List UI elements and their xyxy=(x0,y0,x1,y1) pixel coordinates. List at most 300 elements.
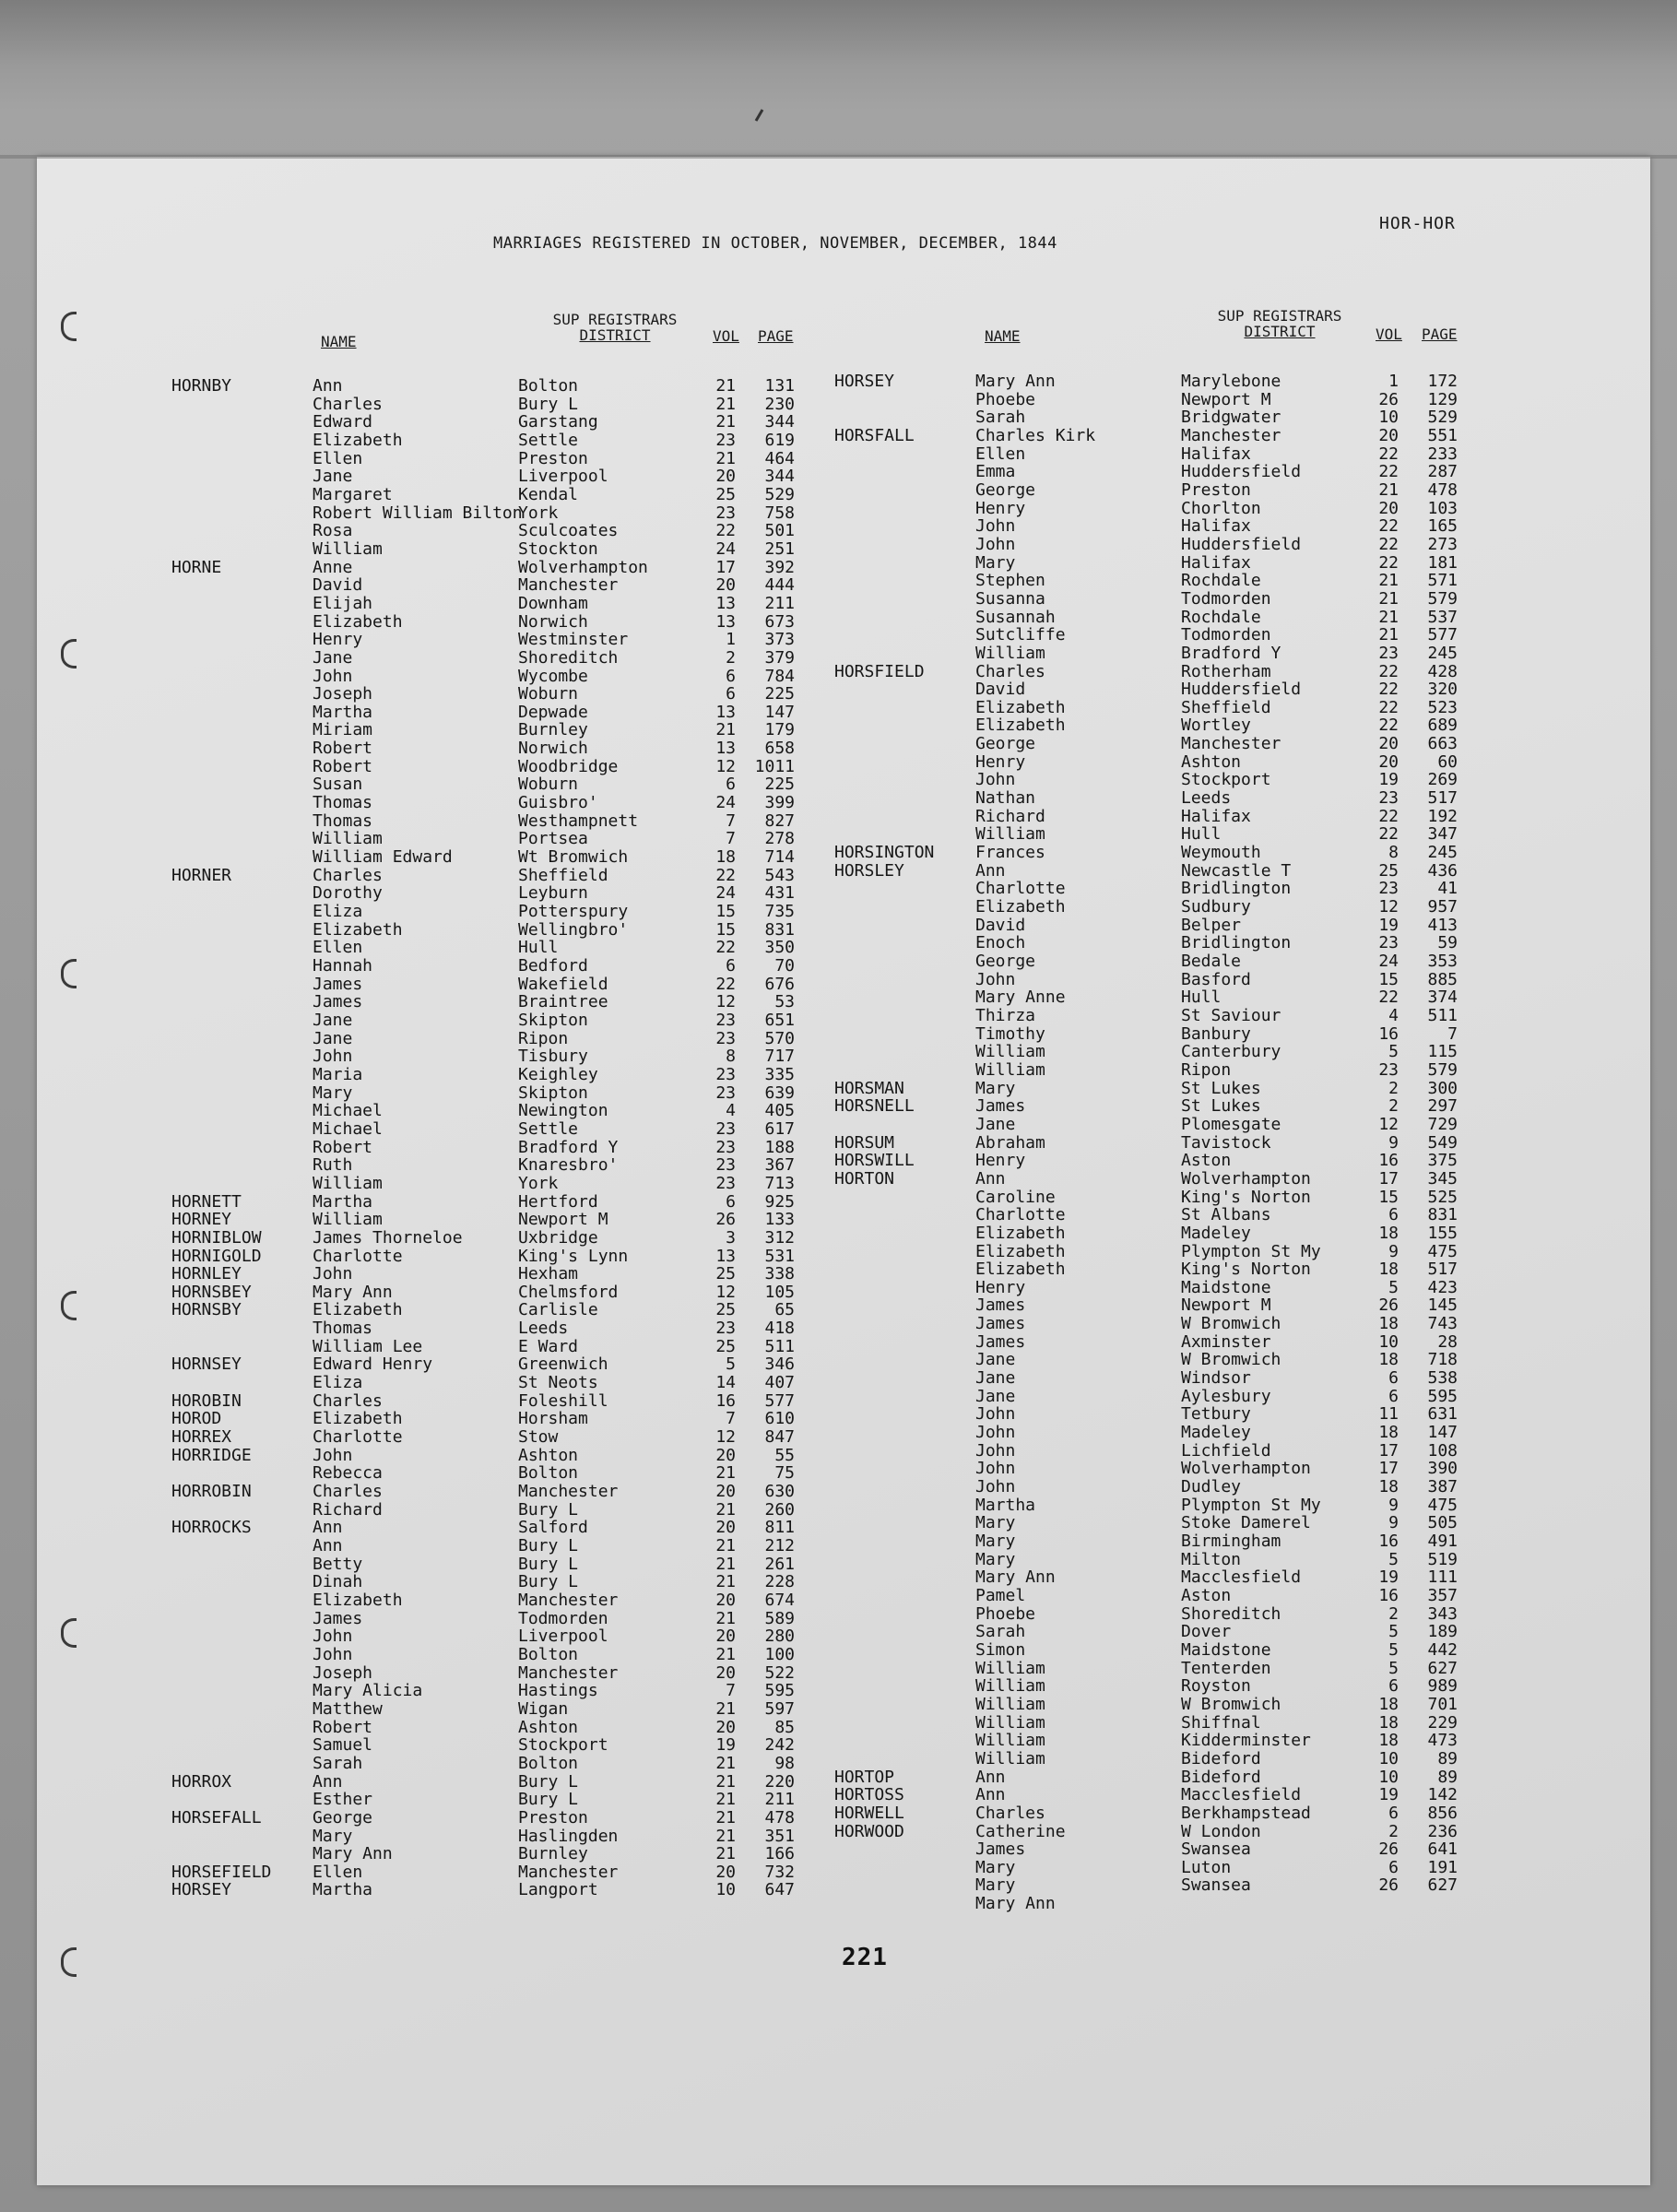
volume: 6 xyxy=(726,956,736,976)
page-ref: 189 xyxy=(1427,1622,1458,1642)
district: Kendal xyxy=(518,484,579,504)
volume: 21 xyxy=(715,1463,736,1484)
volume: 5 xyxy=(1388,1658,1399,1678)
given-name: Susanna xyxy=(975,588,1045,609)
volume: 22 xyxy=(1378,716,1399,736)
volume: 26 xyxy=(715,1210,736,1230)
page-ref: 390 xyxy=(1427,1459,1458,1479)
given-name: Ann xyxy=(975,1767,1006,1787)
district: Woodbridge xyxy=(518,756,619,776)
district: Birmingham xyxy=(1181,1532,1281,1551)
volume: 25 xyxy=(715,1264,736,1284)
district: Hertford xyxy=(518,1191,598,1212)
given-name: George xyxy=(975,734,1036,754)
page-ref: 589 xyxy=(764,1608,795,1628)
page-ref: 729 xyxy=(1427,1114,1458,1134)
page-ref: 350 xyxy=(764,938,795,958)
district: St Lukes xyxy=(1181,1078,1261,1098)
surname: HORTOSS xyxy=(834,1785,904,1805)
page-ref: 373 xyxy=(764,630,795,650)
page-ref: 827 xyxy=(764,810,795,831)
volume: 24 xyxy=(715,538,736,559)
page-ref: 399 xyxy=(764,793,795,813)
district: Swansea xyxy=(1181,1875,1251,1896)
volume: 24 xyxy=(715,793,736,813)
district: Newcastle T xyxy=(1181,860,1292,881)
page-ref: 225 xyxy=(764,684,795,704)
district: Preston xyxy=(1181,479,1251,500)
given-name: William xyxy=(975,1712,1045,1733)
district: Stockton xyxy=(518,538,598,559)
given-name: Ann xyxy=(975,860,1006,881)
district: Rochdale xyxy=(1181,571,1261,591)
header-name-right: NAME xyxy=(985,327,1021,345)
volume: 12 xyxy=(715,1427,736,1448)
given-name: Mary xyxy=(313,1826,353,1846)
district: Stockport xyxy=(518,1735,608,1756)
page-ref: 245 xyxy=(1427,643,1458,663)
surname: HORSWILL xyxy=(834,1151,915,1171)
given-name: Dorothy xyxy=(313,883,383,904)
page-ref: 191 xyxy=(1427,1857,1458,1877)
page-ref: 261 xyxy=(764,1554,795,1574)
district: Hull xyxy=(1181,824,1222,845)
page-ref: 344 xyxy=(764,412,795,432)
district: Bideford xyxy=(1181,1748,1261,1768)
given-name: Charles xyxy=(313,394,383,414)
district: Norwich xyxy=(518,739,588,759)
page-ref: 627 xyxy=(1427,1658,1458,1678)
surname: HORSEFIELD xyxy=(171,1862,272,1882)
given-name: Ann xyxy=(313,376,343,396)
page-ref: 211 xyxy=(764,1790,795,1810)
volume: 21 xyxy=(715,1608,736,1628)
volume: 22 xyxy=(715,865,736,885)
volume: 21 xyxy=(715,1844,736,1864)
given-name: Margaret xyxy=(313,484,393,504)
district: Uxbridge xyxy=(518,1227,598,1248)
page-ref: 475 xyxy=(1427,1495,1458,1515)
given-name: Robert xyxy=(313,1137,373,1157)
page-ref: 269 xyxy=(1427,770,1458,790)
given-name: Charles xyxy=(313,1482,383,1502)
volume: 10 xyxy=(715,1880,736,1900)
district: Foleshill xyxy=(518,1390,608,1411)
district: Lichfield xyxy=(1181,1440,1271,1461)
district: Aston xyxy=(1181,1151,1232,1171)
district: Maidstone xyxy=(1181,1277,1271,1297)
district: Garstang xyxy=(518,412,598,432)
volume: 18 xyxy=(1378,1314,1399,1334)
given-name: Joseph xyxy=(313,684,373,704)
district: Westminster xyxy=(518,630,629,650)
page-ref: 784 xyxy=(764,666,795,686)
given-name: Jane xyxy=(313,467,353,487)
surname: HORSINGTON xyxy=(834,843,935,863)
page-ref: 811 xyxy=(764,1518,795,1538)
volume: 20 xyxy=(715,1717,736,1737)
volume: 23 xyxy=(1378,643,1399,663)
district: Newington xyxy=(518,1101,608,1121)
district: Axminster xyxy=(1181,1331,1271,1352)
given-name: Robert xyxy=(313,739,373,759)
volume: 23 xyxy=(1378,933,1399,953)
given-name: William xyxy=(975,1042,1045,1062)
surname: HORNSBEY xyxy=(171,1282,252,1302)
page-ref: 320 xyxy=(1427,680,1458,700)
given-name: Elizabeth xyxy=(313,919,403,940)
page-ref: 538 xyxy=(1427,1368,1458,1389)
page-ref: 570 xyxy=(764,1028,795,1048)
volume: 18 xyxy=(1378,1694,1399,1714)
district: Windsor xyxy=(1181,1368,1251,1389)
given-name: Emma xyxy=(975,462,1016,482)
page-title: MARRIAGES REGISTERED IN OCTOBER, NOVEMBER, DECEMBER, 1844 xyxy=(493,234,1057,253)
page-ref: 179 xyxy=(764,720,795,740)
page-ref: 523 xyxy=(1427,697,1458,717)
page-ref: 505 xyxy=(1427,1513,1458,1533)
page-ref: 418 xyxy=(764,1319,795,1339)
given-name: Jane xyxy=(975,1386,1016,1406)
district: Skipton xyxy=(518,1082,588,1103)
volume: 23 xyxy=(715,1082,736,1103)
district: Potterspury xyxy=(518,902,629,922)
given-name: Elizabeth xyxy=(313,1409,403,1429)
page-ref: 7 xyxy=(1447,1023,1458,1044)
given-name: James Thorneloe xyxy=(313,1227,463,1248)
district: Shiffnal xyxy=(1181,1712,1261,1733)
given-name: John xyxy=(313,1644,353,1664)
district: Aston xyxy=(1181,1585,1232,1605)
page-ref: 142 xyxy=(1427,1785,1458,1805)
volume: 22 xyxy=(1378,697,1399,717)
district: Bolton xyxy=(518,1463,579,1484)
district: Madeley xyxy=(1181,1223,1251,1243)
volume: 12 xyxy=(715,1282,736,1302)
volume: 18 xyxy=(715,847,736,868)
given-name: Mary Ann xyxy=(313,1282,393,1302)
district: Liverpool xyxy=(518,1626,608,1647)
given-name: David xyxy=(975,680,1026,700)
volume: 17 xyxy=(1378,1440,1399,1461)
binder-hole xyxy=(61,959,77,988)
page-ref: 478 xyxy=(1427,479,1458,500)
volume: 6 xyxy=(726,1191,736,1212)
page-ref: 65 xyxy=(774,1300,795,1320)
volume: 21 xyxy=(1378,479,1399,500)
surname: HOROD xyxy=(171,1409,222,1429)
page-ref: 212 xyxy=(764,1536,795,1555)
given-name: Rebecca xyxy=(313,1463,383,1484)
given-name: Ruth xyxy=(313,1155,353,1176)
district: Bridgwater xyxy=(1181,408,1281,428)
given-name: Miriam xyxy=(313,720,373,740)
given-name: Thomas xyxy=(313,793,373,813)
given-name: Jane xyxy=(975,1114,1016,1134)
given-name: Elizabeth xyxy=(313,1300,403,1320)
page-ref: 925 xyxy=(764,1191,795,1212)
page-ref: 631 xyxy=(1427,1404,1458,1425)
surname: HORWELL xyxy=(834,1803,904,1823)
district: Hexham xyxy=(518,1264,579,1284)
page-ref: 758 xyxy=(764,503,795,523)
given-name: Ellen xyxy=(975,444,1026,464)
page-ref: 273 xyxy=(1427,534,1458,554)
page-ref: 735 xyxy=(764,902,795,922)
volume: 3 xyxy=(726,1227,736,1248)
page-ref: 595 xyxy=(1427,1386,1458,1406)
volume: 18 xyxy=(1378,1423,1399,1443)
volume: 9 xyxy=(1388,1241,1399,1261)
surname: HORNSBY xyxy=(171,1300,242,1320)
district: Sheffield xyxy=(1181,697,1271,717)
district: Bedale xyxy=(1181,952,1242,971)
volume: 14 xyxy=(715,1373,736,1393)
district: Bury L xyxy=(518,1554,579,1574)
page-ref: 511 xyxy=(764,1336,795,1356)
given-name: Esther xyxy=(313,1790,373,1810)
district: Settle xyxy=(518,1118,579,1139)
volume: 11 xyxy=(1378,1404,1399,1425)
district: Halifax xyxy=(1181,516,1251,537)
given-name: Ann xyxy=(313,1536,343,1555)
given-name: Ann xyxy=(313,1518,343,1538)
surname: HORSLEY xyxy=(834,860,904,881)
given-name: Susannah xyxy=(975,607,1056,627)
page-ref: 133 xyxy=(764,1210,795,1230)
page-ref: 60 xyxy=(1437,751,1458,772)
district: Swansea xyxy=(1181,1839,1251,1860)
given-name: Martha xyxy=(313,702,373,722)
surname: HORSEY xyxy=(171,1880,232,1900)
given-name: Joseph xyxy=(313,1662,373,1683)
district: Preston xyxy=(518,448,588,468)
district: Settle xyxy=(518,430,579,450)
volume: 19 xyxy=(1378,915,1399,935)
page-ref: 519 xyxy=(1427,1549,1458,1569)
page-ref: 111 xyxy=(1427,1567,1458,1588)
page-ref: 579 xyxy=(1427,588,1458,609)
surname: HORREX xyxy=(171,1427,232,1448)
volume: 24 xyxy=(1378,952,1399,971)
district: Dudley xyxy=(1181,1477,1242,1497)
given-name: Michael xyxy=(313,1118,383,1139)
volume: 16 xyxy=(715,1390,736,1411)
volume: 22 xyxy=(1378,806,1399,826)
surname: HORSFALL xyxy=(834,425,915,445)
volume: 21 xyxy=(1378,588,1399,609)
given-name: Mary xyxy=(975,1078,1016,1098)
given-name: Catherine xyxy=(975,1821,1066,1841)
header-district-left: SUP REGISTRARS DISTRICT xyxy=(552,311,678,344)
given-name: Hannah xyxy=(313,956,373,976)
district: King's Norton xyxy=(1181,1260,1311,1280)
given-name: Charles xyxy=(313,865,383,885)
given-name: Henry xyxy=(975,751,1026,772)
given-name: Mary xyxy=(313,1082,353,1103)
given-name: Mary Ann xyxy=(975,1567,1056,1588)
volume: 13 xyxy=(715,1246,736,1266)
page-ref: 651 xyxy=(764,1010,795,1030)
district: Newport M xyxy=(1181,1295,1271,1316)
page-ref: 847 xyxy=(764,1427,795,1448)
volume: 23 xyxy=(715,1028,736,1048)
district: Marylebone xyxy=(1181,372,1281,391)
page-ref: 28 xyxy=(1437,1331,1458,1352)
page-ref: 357 xyxy=(1427,1585,1458,1605)
volume: 5 xyxy=(1388,1277,1399,1297)
page-ref: 374 xyxy=(1427,988,1458,1008)
page-ref: 501 xyxy=(764,521,795,541)
district: Preston xyxy=(518,1807,588,1828)
district: Wakefield xyxy=(518,974,608,994)
volume: 20 xyxy=(715,467,736,487)
district: Halifax xyxy=(1181,444,1251,464)
volume: 21 xyxy=(715,394,736,414)
volume: 22 xyxy=(1378,988,1399,1008)
page-ref: 714 xyxy=(764,847,795,868)
volume: 22 xyxy=(1378,680,1399,700)
page-ref: 529 xyxy=(764,484,795,504)
page-ref: 732 xyxy=(764,1862,795,1882)
given-name: Charles xyxy=(975,661,1045,681)
page-ref: 1011 xyxy=(754,756,795,776)
volume: 13 xyxy=(715,611,736,632)
district: Tetbury xyxy=(1181,1404,1251,1425)
surname: HORTON xyxy=(834,1168,895,1189)
page-ref: 595 xyxy=(764,1681,795,1701)
volume: 23 xyxy=(1378,788,1399,809)
volume: 21 xyxy=(715,1536,736,1555)
given-name: John xyxy=(313,1626,353,1647)
volume: 21 xyxy=(715,1771,736,1792)
page-ref: 145 xyxy=(1427,1295,1458,1316)
given-name: Eliza xyxy=(313,1373,363,1393)
volume: 20 xyxy=(715,1626,736,1647)
given-name: Charles xyxy=(975,1803,1045,1823)
volume: 23 xyxy=(715,1064,736,1084)
page-ref: 478 xyxy=(764,1807,795,1828)
volume: 17 xyxy=(1378,1459,1399,1479)
page-ref: 379 xyxy=(764,647,795,668)
page-ref: 98 xyxy=(774,1753,795,1773)
page-ref: 630 xyxy=(764,1482,795,1502)
district: Kidderminster xyxy=(1181,1731,1311,1751)
given-name: Caroline xyxy=(975,1187,1056,1207)
given-name: William xyxy=(975,643,1045,663)
given-name: John xyxy=(975,1404,1016,1425)
volume: 15 xyxy=(715,919,736,940)
volume: 18 xyxy=(1378,1477,1399,1497)
volume: 6 xyxy=(1388,1857,1399,1877)
volume: 13 xyxy=(715,739,736,759)
volume: 23 xyxy=(1378,879,1399,899)
volume: 22 xyxy=(715,938,736,958)
district: Stoke Damerel xyxy=(1181,1513,1311,1533)
district: Woburn xyxy=(518,775,579,795)
district: Bideford xyxy=(1181,1767,1261,1787)
given-name: Jane xyxy=(975,1350,1016,1370)
given-name: William Edward xyxy=(313,847,453,868)
volume: 19 xyxy=(715,1735,736,1756)
page-ref: 579 xyxy=(1427,1059,1458,1080)
volume: 10 xyxy=(1378,408,1399,428)
given-name: Rosa xyxy=(313,521,353,541)
volume: 25 xyxy=(715,1336,736,1356)
volume: 22 xyxy=(1378,516,1399,537)
given-name: Mary xyxy=(975,1875,1016,1896)
volume: 21 xyxy=(715,1572,736,1592)
surname: HORNIGOLD xyxy=(171,1246,262,1266)
volume: 20 xyxy=(715,1862,736,1882)
volume: 2 xyxy=(1388,1821,1399,1841)
district: Bradford Y xyxy=(1181,643,1281,663)
district: Manchester xyxy=(518,1482,619,1502)
volume: 21 xyxy=(1378,607,1399,627)
page-ref: 75 xyxy=(774,1463,795,1484)
given-name: Jane xyxy=(313,647,353,668)
given-name: Elizabeth xyxy=(313,611,403,632)
given-name: Phoebe xyxy=(975,389,1036,409)
page-ref: 549 xyxy=(1427,1132,1458,1153)
volume: 18 xyxy=(1378,1223,1399,1243)
given-name: John xyxy=(313,666,353,686)
page-ref: 100 xyxy=(764,1644,795,1664)
given-name: Ann xyxy=(975,1785,1006,1805)
given-name: John xyxy=(313,1264,353,1284)
district: Hull xyxy=(1181,988,1222,1008)
page-ref: 491 xyxy=(1427,1532,1458,1551)
district: King's Norton xyxy=(1181,1187,1311,1207)
volume: 18 xyxy=(1378,1260,1399,1280)
given-name: Henry xyxy=(975,1151,1026,1171)
surname: HORRIDGE xyxy=(171,1445,252,1465)
given-name: Edward Henry xyxy=(313,1354,433,1375)
volume: 6 xyxy=(726,684,736,704)
district: Leeds xyxy=(518,1319,569,1339)
header-district-right: SUP REGISTRARS DISTRICT xyxy=(1217,307,1342,340)
given-name: Richard xyxy=(313,1499,383,1520)
district: Wolverhampton xyxy=(1181,1459,1311,1479)
district: St Neots xyxy=(518,1373,598,1393)
given-name: John xyxy=(975,1459,1016,1479)
district: Wellingbro' xyxy=(518,919,629,940)
given-name: Mary xyxy=(975,1857,1016,1877)
page-ref: 543 xyxy=(764,865,795,885)
given-name: Elizabeth xyxy=(975,697,1066,717)
page-ref: 856 xyxy=(1427,1803,1458,1823)
volume: 7 xyxy=(726,1681,736,1701)
district: Burnley xyxy=(518,720,588,740)
given-name: John xyxy=(313,1445,353,1465)
page-ref: 392 xyxy=(764,557,795,577)
district: York xyxy=(518,1173,559,1193)
given-name: George xyxy=(975,479,1036,500)
page-ref: 577 xyxy=(764,1390,795,1411)
page-ref: 831 xyxy=(1427,1205,1458,1225)
surname: HORTOP xyxy=(834,1767,895,1787)
page-ref: 242 xyxy=(764,1735,795,1756)
binder-hole xyxy=(61,1947,77,1977)
district: Liverpool xyxy=(518,467,608,487)
given-name: Martha xyxy=(975,1495,1036,1515)
page-ref: 345 xyxy=(1427,1168,1458,1189)
district: W Bromwich xyxy=(1181,1350,1281,1370)
volume: 20 xyxy=(1378,751,1399,772)
given-name: John xyxy=(975,1477,1016,1497)
district: Manchester xyxy=(518,1590,619,1610)
given-name: Matthew xyxy=(313,1698,383,1719)
